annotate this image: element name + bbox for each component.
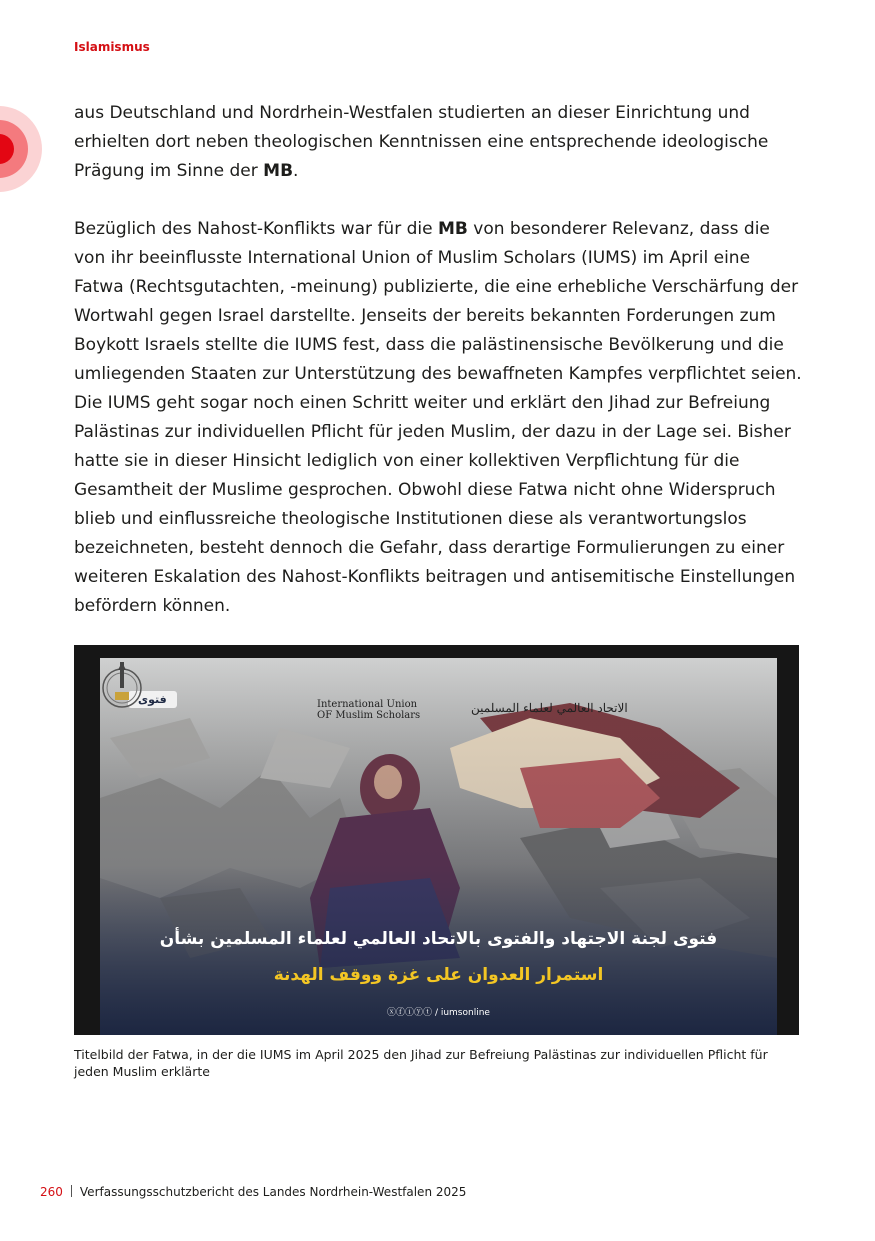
margin-marker-icon — [0, 106, 42, 192]
fatwa-title-image — [74, 645, 799, 1035]
iums-logo-icon — [100, 658, 144, 708]
photo-rubble-scene — [100, 658, 777, 1035]
fatwa-headline-line-1: فتوى لجنة الاجتهاد والفتوى بالاتحاد العالمي لعلماء المسلمين بشأن — [159, 929, 718, 949]
page-number: 260 — [40, 1185, 63, 1199]
org-name-arabic: الاتحاد العالمي لعلماء المسلمين — [471, 701, 628, 715]
social-media-icons: ⓧⓕⓘⓨⓣ — [387, 1008, 433, 1018]
page-footer — [40, 1185, 466, 1199]
fatwa-headline-line-2: استمرار العدوان على غزة ووقف الهدنة — [273, 965, 604, 985]
section-label: Islamismus — [74, 40, 150, 54]
fatwa-badge: فتوى — [128, 691, 177, 708]
social-handle: ⓧⓕⓘⓨⓣ / iumsonline — [387, 1008, 490, 1018]
paragraph-2: Bezüglich des Nahost-Konflikts war für die MB von besonderer Relevanz, dass die von ihr beeinflusste International Union of Muslim Scholars (IUMS) im April eine Fatwa (Rechtsgutachten, -meinung) publizierte, die eine erhebliche Verschärfung der Wortwahl gegen Israel darstellte. Jenseits der bereits bekannten Forderungen zum Boykott Israels stellte die IUMS fest, dass die palästinensische Bevölkerung und die umliegenden Staaten zur Unterstützung des bewaffneten Kampfes verpflichtet seien. Die IUMS geht sogar noch einen Schritt weiter und erklärt den Jihad zur Befreiung Palästinas zur individuellen Pflicht für jeden Muslim, der dazu in der Lage sei. Bisher hatte sie in dieser Hinsicht lediglich von einer kollektiven Verpflichtung für die Gesamtheit der Muslime gesprochen. Obwohl diese Fatwa nicht ohne Widerspruch blieb und einflussreiche theologische Institutionen diese als verantwortungslos bezeichneten, besteht dennoch die Gefahr, dass derartige Formulierungen zu einer weiteren Eskalation des Nahost-Konflikts beitragen und antisemitische Einstellungen befördern können. — [74, 219, 802, 616]
publication-title: Verfassungsschutzbericht des Landes Nordrhein-Westfalen 2025 — [79, 1185, 467, 1199]
org-name-english: International Union OF Muslim Scholars — [317, 699, 421, 721]
figure-caption: Titelbild der Fatwa, in der die IUMS im April 2025 den Jihad zur Befreiung Palästinas zur individuellen Pflicht für jeden Muslim erklärte — [74, 1047, 768, 1079]
footer-divider — [71, 1185, 72, 1197]
paragraph-1: aus Deutschland und Nordrhein-Westfalen studierten an dieser Einrichtung und erhielten dort neben theologischen Kenntnissen eine entsprechende ideologische Prägung im Sinne der MB. — [74, 103, 769, 181]
